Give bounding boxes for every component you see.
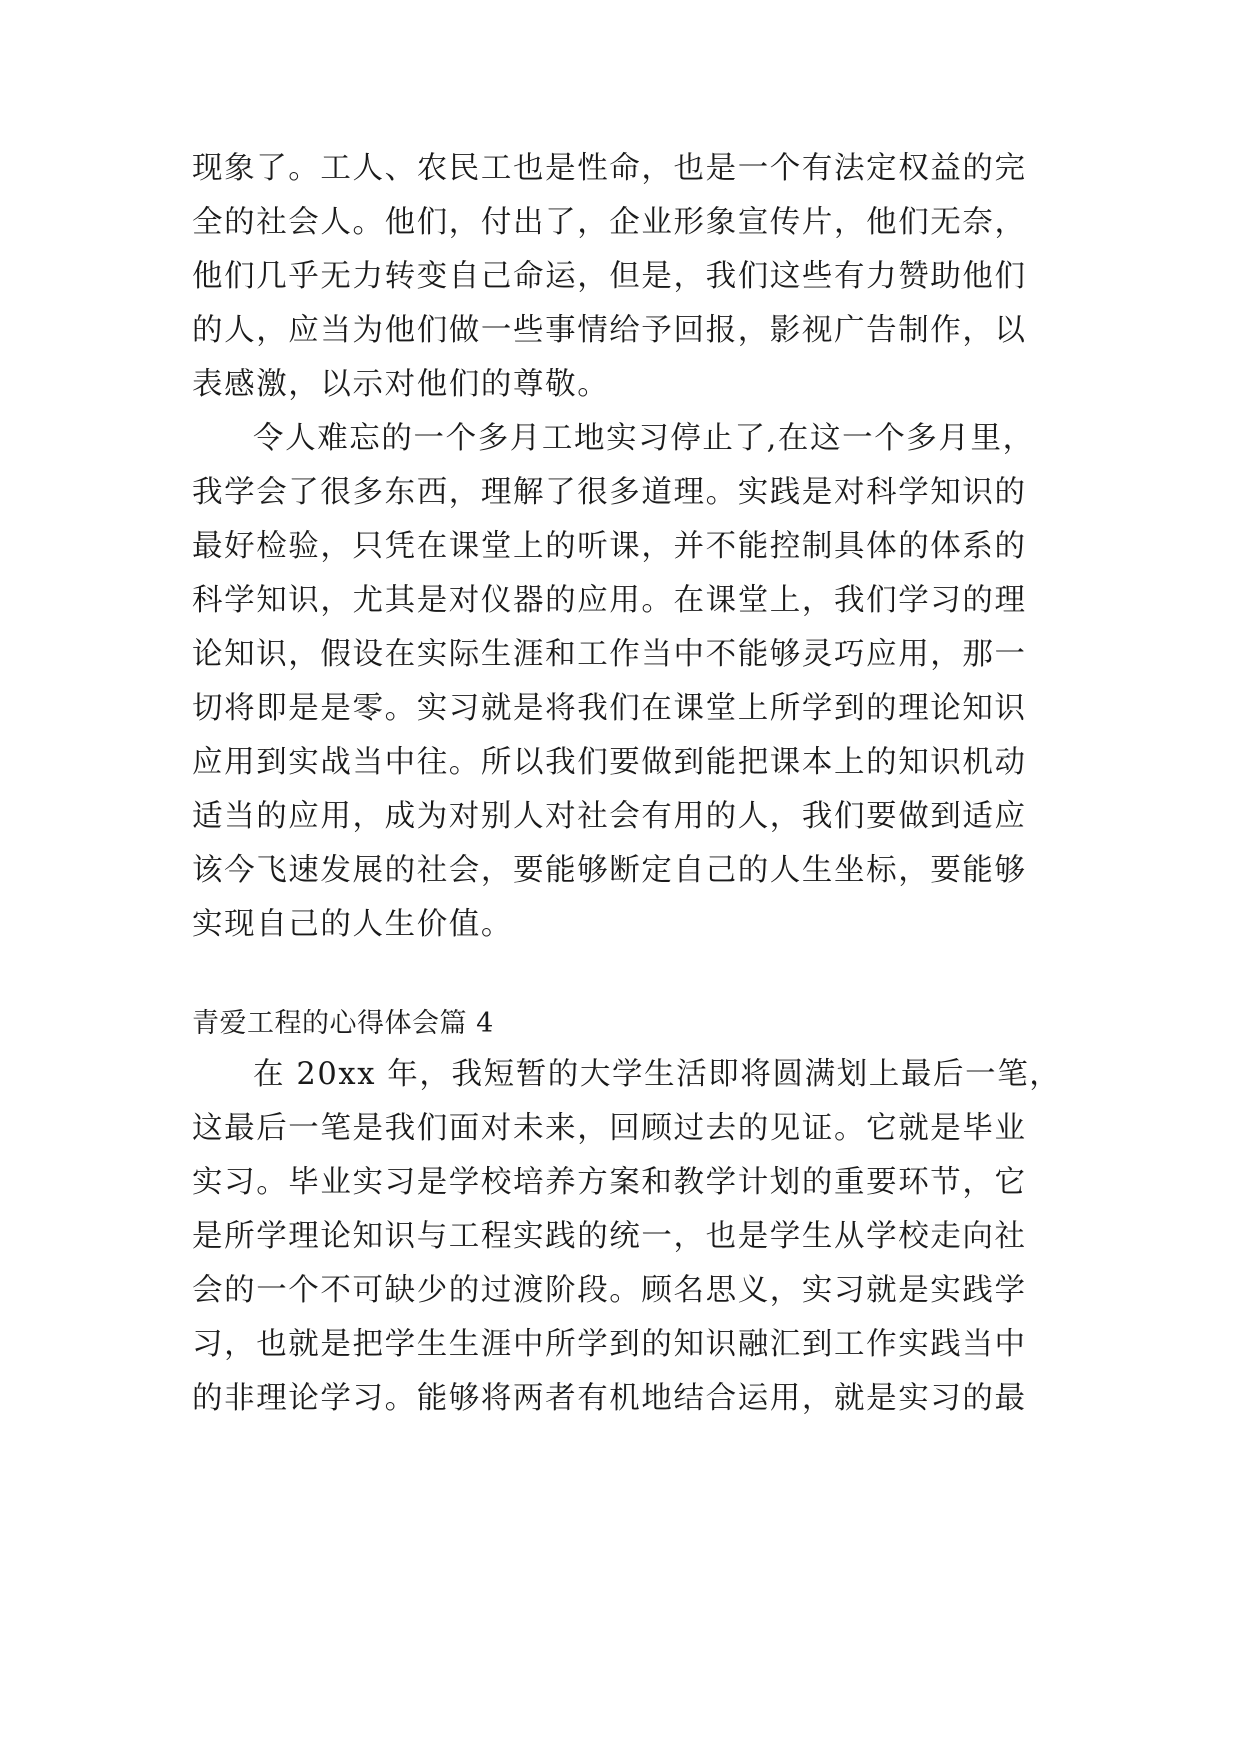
text-line: 该今飞速发展的社会，要能够断定自己的人生坐标，要能够	[192, 853, 1027, 888]
text-line: 的人，应当为他们做一些事情给予回报，影视广告制作，以	[192, 313, 1027, 348]
text-line: 会的一个不可缺少的过渡阶段。顾名思义，实习就是实践学	[192, 1273, 1027, 1308]
text-line: 他们几乎无力转变自己命运，但是，我们这些有力赞助他们	[192, 259, 1027, 294]
text-line: 令人难忘的一个多月工地实习停止了,在这一个多月里，	[253, 421, 1035, 456]
text-line: 最好检验，只凭在课堂上的听课，并不能控制具体的体系的	[192, 529, 1027, 564]
text-line: 我学会了很多东西，理解了很多道理。实践是对科学知识的	[192, 475, 1027, 510]
text-line: 适当的应用，成为对别人对社会有用的人，我们要做到适应	[192, 799, 1027, 834]
text-line: 在 20xx 年，我短暂的大学生活即将圆满划上最后一笔，	[253, 1057, 1062, 1092]
text-line: 的非理论学习。能够将两者有机地结合运用，就是实习的最	[192, 1381, 1027, 1416]
text-line: 切将即是是零。实习就是将我们在课堂上所学到的理论知识	[192, 691, 1027, 726]
section-heading: 青爱工程的心得体会篇 4	[192, 1008, 494, 1039]
text-line: 科学知识，尤其是对仪器的应用。在课堂上，我们学习的理	[192, 583, 1027, 618]
text-line: 现象了。工人、农民工也是性命，也是一个有法定权益的完	[192, 151, 1027, 186]
text-line: 习，也就是把学生生涯中所学到的知识融汇到工作实践当中	[192, 1327, 1027, 1362]
text-line: 实习。毕业实习是学校培养方案和教学计划的重要环节，它	[192, 1165, 1027, 1200]
text-line: 实现自己的人生价值。	[192, 907, 513, 942]
text-line: 表感激，以示对他们的尊敬。	[192, 367, 610, 402]
text-line: 应用到实战当中往。所以我们要做到能把课本上的知识机动	[192, 745, 1027, 780]
text-line: 全的社会人。他们，付出了，企业形象宣传片，他们无奈，	[192, 205, 1027, 240]
text-line: 这最后一笔是我们面对未来，回顾过去的见证。它就是毕业	[192, 1111, 1027, 1146]
text-line: 论知识，假设在实际生涯和工作当中不能够灵巧应用，那一	[192, 637, 1027, 672]
text-line: 是所学理论知识与工程实践的统一，也是学生从学校走向社	[192, 1219, 1027, 1254]
